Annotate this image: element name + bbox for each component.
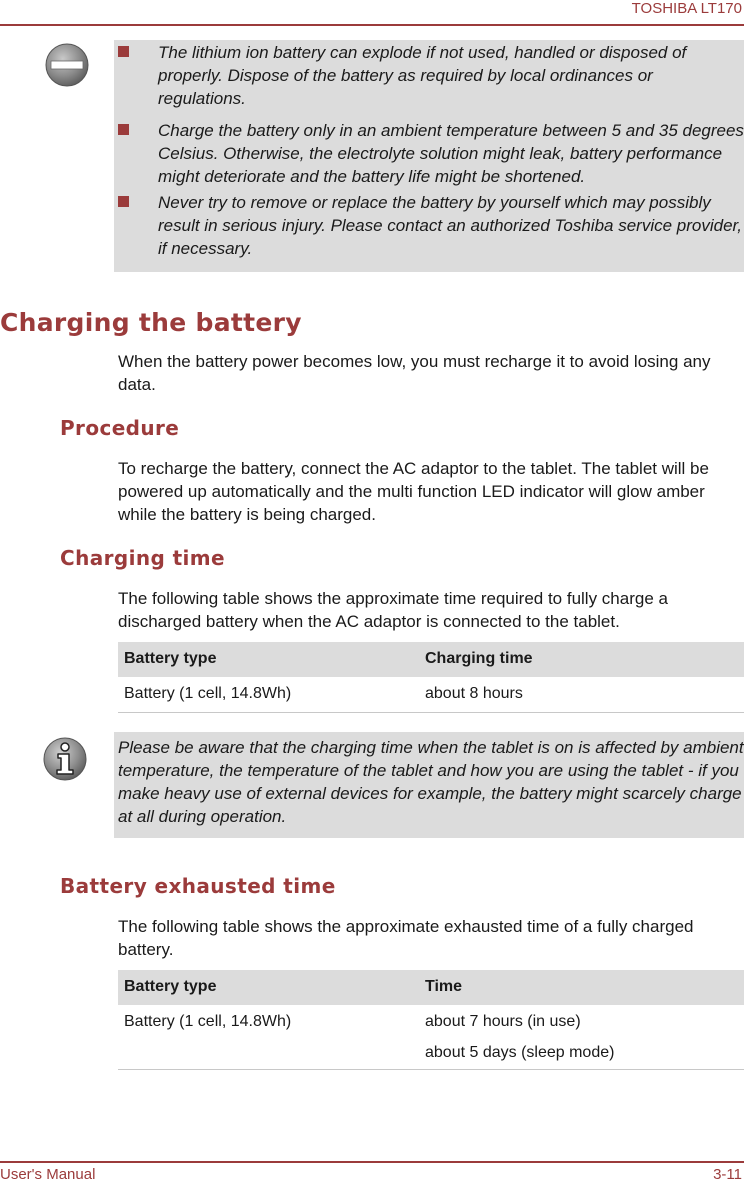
footer-divider — [0, 1161, 744, 1163]
note-text: Please be aware that the charging time when the tablet is on is affected by ambient temperature, the temperature of the tablet and how you are using the tablet - if you make heavy use of external devices for example, the battery might scarcely charge at all during operation. — [118, 738, 744, 826]
table-cell: about 8 hours — [425, 685, 523, 702]
charging-time-heading: Charging time — [60, 546, 225, 570]
running-header: TOSHIBA LT170 — [631, 0, 742, 17]
table-header-cell: Battery type — [124, 650, 217, 667]
exhausted-text: The following table shows the approximate exhausted time of a fully charged battery. — [118, 917, 694, 959]
page-number: 3-11 — [713, 1166, 742, 1183]
stop-icon — [44, 42, 90, 88]
table-header-cell: Charging time — [425, 650, 533, 667]
table-cell: Battery (1 cell, 14.8Wh) — [124, 685, 292, 702]
table-header-cell: Time — [425, 978, 463, 995]
procedure-heading: Procedure — [60, 416, 180, 440]
charging-time-text: The following table shows the approximate time required to fully charge a discharged battery when the AC adaptor is connected to the tablet. — [118, 589, 668, 631]
section-title: Charging the battery — [0, 308, 302, 337]
bullet-marker — [118, 196, 129, 207]
footer-manual-label: User's Manual — [0, 1166, 96, 1183]
bullet-marker — [118, 46, 129, 57]
bullet-marker — [118, 124, 129, 135]
table-cell: about 5 days (sleep mode) — [425, 1044, 615, 1061]
table-header-cell: Battery type — [124, 978, 217, 995]
table-bottom-rule — [118, 712, 744, 713]
warning-item: The lithium ion battery can explode if not used, handled or disposed of properly. Dispose of the battery as required by local ordinances or regulations. — [158, 43, 687, 108]
procedure-text: To recharge the battery, connect the AC adaptor to the tablet. The tablet will be powered up automatically and the multi function LED indicator will glow amber while the battery is being charged. — [118, 459, 709, 524]
table-cell: about 7 hours (in use) — [425, 1013, 581, 1030]
header-divider — [0, 24, 744, 26]
exhausted-heading: Battery exhausted time — [60, 874, 336, 898]
table-bottom-rule — [118, 1069, 744, 1070]
warning-item: Never try to remove or replace the battery by yourself which may possibly result in serious injury. Please contact an authorized Toshiba service provider, if necessary. — [158, 193, 742, 258]
table-cell: Battery (1 cell, 14.8Wh) — [124, 1013, 292, 1030]
section-intro: When the battery power becomes low, you must recharge it to avoid losing any data. — [118, 352, 711, 394]
info-icon — [42, 736, 88, 782]
warning-item: Charge the battery only in an ambient temperature between 5 and 35 degrees Celsius. Otherwise, the electrolyte solution might leak, battery performance might deteriorate and the battery life might be shortened. — [158, 121, 744, 186]
